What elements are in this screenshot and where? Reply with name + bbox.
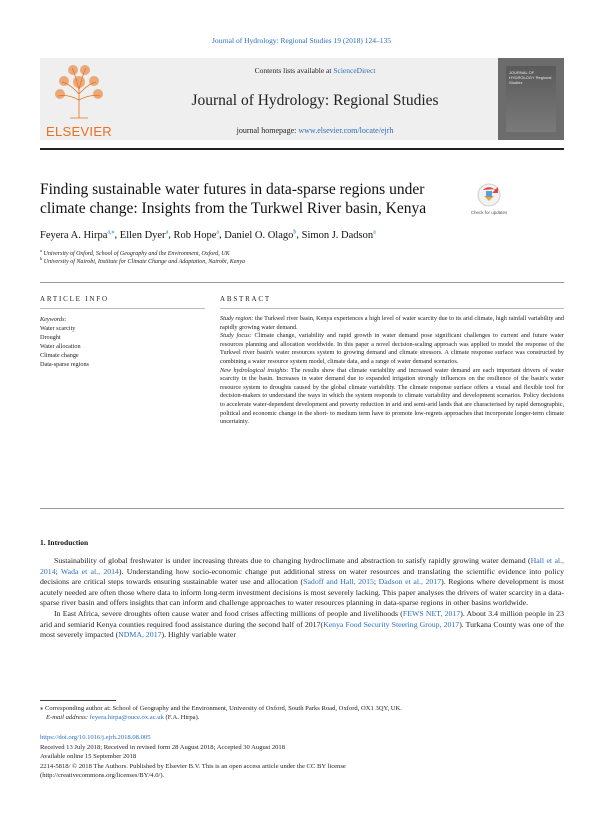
author-affiliation-mark: b bbox=[293, 229, 297, 235]
abstract-body bbox=[220, 315, 564, 427]
citation-link[interactable]: Dadson et al., 2017 bbox=[378, 577, 442, 587]
article-title: Finding sustainable water futures in data-sparse regions under climate change: Insights from the Turkwel River basin, Kenya bbox=[40, 181, 427, 217]
text-run: ). Turkana County was one of the most severely impacted ( bbox=[40, 619, 564, 640]
text-run: ). About 3.4 million people in 23 arid and semiarid Kenya counties required food assistance during the second half of 2017( bbox=[40, 608, 564, 629]
keyword: Data-sparse regions bbox=[40, 361, 89, 368]
keywords-label: Keywords: bbox=[40, 316, 67, 323]
keyword: Water scarcity bbox=[40, 325, 76, 332]
citation-link[interactable]: Kenya Food Security Steering Group, 2017 bbox=[323, 619, 460, 629]
author[interactable] bbox=[173, 230, 219, 241]
author-list: Feyera A. Hirpa$^{a,⁎}$, Ellen Dyer$^a$, Rob Hope$^a$, Daniel O. Olago$^b$, Simon J. Dadson$^a$ bbox=[40, 229, 376, 241]
keyword: Water allocation bbox=[40, 343, 81, 350]
keyword: Climate change bbox=[40, 352, 79, 359]
received-dates: Received 13 July 2018; Received in revised form 28 August 2018; Accepted 30 August 2018 bbox=[40, 743, 286, 751]
homepage-prefix: journal homepage: bbox=[236, 126, 299, 135]
journal-reference[interactable]: Journal of Hydrology: Regional Studies 19 (2018) 124–135 bbox=[212, 36, 391, 45]
abstract-insights bbox=[220, 367, 564, 427]
journal-homepage bbox=[125, 126, 505, 135]
abstract-rule bbox=[220, 308, 564, 309]
affiliation-text: University of Oxford, School of Geography and the Environment, Oxford, UK bbox=[43, 251, 230, 257]
citation-link[interactable]: Wada et al., 2014 bbox=[60, 566, 119, 576]
doi-link[interactable]: https://doi.org/10.1016/j.ejrh.2018.08.005 bbox=[40, 734, 151, 741]
email-label: E-mail address: bbox=[46, 714, 89, 721]
abstract-study-focus bbox=[220, 332, 564, 366]
check-for-updates-icon[interactable] bbox=[474, 182, 504, 222]
study-focus-label: Study focus: bbox=[220, 332, 252, 340]
author-affiliation-mark: a bbox=[165, 229, 169, 235]
journal-title: Journal of Hydrology: Regional Studies bbox=[191, 92, 439, 109]
citation-link[interactable]: Hall et al., 2014 bbox=[40, 556, 564, 576]
text-run: ; bbox=[373, 577, 379, 587]
affiliation-mark: b bbox=[40, 256, 43, 261]
contents-prefix: Contents lists available at bbox=[254, 66, 334, 75]
journal-cover-image bbox=[498, 58, 564, 140]
header-rule bbox=[40, 148, 564, 150]
text-run: ). Understanding how socio-economic change put additional stress on water resources and translating the scientific evidence into policy decisions are critical steps towards ensuring sustainable water use and allocation ( bbox=[40, 566, 564, 587]
author-name: Feyera A. Hirpa bbox=[40, 229, 108, 241]
author-name: Daniel O. Olago bbox=[224, 229, 294, 241]
keyword: Drought bbox=[40, 334, 61, 341]
text-run: ). Regions where development is most acutely needed are often those where data to inform long-term investment decisions is most severely lacking. This paper analyses the drivers of water scarcity in a data-sparse river basin and offers insights that can inform and challenge approaches to water resources planning in data-sparse regions in other basins worldwide. bbox=[40, 577, 565, 608]
affiliation-mark: a bbox=[40, 248, 42, 253]
text-run: ). Highly variable water bbox=[161, 630, 236, 640]
author-name: Ellen Dyer bbox=[119, 229, 166, 241]
study-focus-text: Climate change, variability and rapid growth in water demand pose significant challenges to current and future water resources planning and allocation worldwide. In this paper a novel decision-scaling approach was applied to model the response of the Turkwel river basin's water resources system to growing demand and climate stressors. A climate response surface was constructed by combining a water resource system model, climate data, and a range of water demand scenarios. bbox=[220, 332, 564, 365]
cover-text: JOURNAL OF HYDROLOGY Regional Studies bbox=[509, 70, 552, 85]
footnote-mark: ⁎ bbox=[40, 705, 44, 712]
introduction-body bbox=[40, 556, 564, 641]
homepage-link[interactable]: www.elsevier.com/locate/ejrh bbox=[298, 126, 394, 135]
article-info-rule bbox=[40, 308, 205, 309]
section-rule bbox=[40, 282, 564, 283]
elsevier-tree-logo bbox=[40, 60, 118, 134]
available-online: Available online 15 September 2018 bbox=[40, 753, 137, 761]
affiliation bbox=[40, 256, 564, 265]
paragraph bbox=[40, 556, 564, 609]
author-affiliation-mark: a bbox=[373, 229, 376, 235]
paragraph bbox=[40, 609, 564, 641]
license-statement: 2214-5818/ © 2018 The Authors. Published by Elsevier B.V. This is an open access article under the CC BY license bbox=[40, 762, 346, 770]
email-link[interactable]: feyera.hirpa@ouce.ox.ac.uk bbox=[89, 714, 164, 721]
abstract-study-region bbox=[220, 315, 564, 332]
footnote-line bbox=[40, 704, 564, 713]
footnote-email-line bbox=[40, 713, 564, 722]
text-run: ; bbox=[55, 566, 61, 576]
corresponding-author-footnote bbox=[40, 704, 564, 722]
author[interactable] bbox=[120, 230, 168, 241]
author-name: Simon J. Dadson bbox=[301, 229, 374, 241]
check-for-updates-label[interactable]: Check for updates bbox=[470, 210, 508, 215]
text-run: Sustainability of global freshwater is under increasing threats due to changing hydroclimate and abstraction to satisfy rapidly growing water demand ( bbox=[54, 556, 531, 565]
author[interactable] bbox=[40, 230, 115, 241]
author-affiliation-mark: a bbox=[216, 229, 220, 235]
author-affiliation-mark: a,⁎ bbox=[107, 229, 115, 235]
abstract-end-rule bbox=[40, 508, 564, 509]
footnote-rule bbox=[40, 700, 116, 701]
insights-label: New hydrological insights: bbox=[220, 366, 289, 374]
license-url[interactable]: (http://creativecommons.org/licenses/BY/4.0/). bbox=[40, 772, 165, 780]
author-name: Rob Hope bbox=[173, 229, 217, 241]
publisher-name: ELSEVIER bbox=[46, 124, 112, 139]
contents-availability bbox=[125, 66, 505, 75]
email-suffix: (F.A. Hirpa). bbox=[163, 714, 200, 721]
footnote-text: Corresponding author at: School of Geography and the Environment, University of Oxford, South Parks Road, Oxford, OX1 3QY, UK. bbox=[43, 705, 402, 712]
citation-link[interactable]: NDMA, 2017 bbox=[118, 630, 162, 640]
citation-link[interactable]: FEWS NET, 2017 bbox=[402, 608, 461, 618]
author[interactable] bbox=[224, 230, 296, 241]
text-run: In East Africa, severe droughts often cause water and food crises affecting millions of people and livelihoods ( bbox=[54, 608, 403, 618]
sciencedirect-link[interactable]: ScienceDirect bbox=[333, 66, 376, 75]
abstract-heading: ABSTRACT bbox=[220, 295, 271, 303]
author[interactable] bbox=[302, 230, 376, 241]
introduction-heading: 1. Introduction bbox=[40, 538, 89, 547]
study-region-label: Study region: bbox=[220, 315, 254, 322]
citation-link[interactable]: Sadoff and Hall, 2015 bbox=[303, 577, 374, 587]
publication-info bbox=[40, 733, 564, 781]
study-region-text: the Turkwel river basin, Kenya experiences a high level of water scarcity due to its arid climate, high rainfall variability and rapidly growing water demand. bbox=[220, 315, 564, 331]
insights-text: The results show that climate variability and increased water demand are each important drivers of water scarcity in the basin. Increases in water demand due to expanded irrigation strongly influences on the resilience of the basin's water resource system to droughts caused by the global climate variability. The climate response surface offers a visual and flexible tool for decision-makers to understand the ways in which the system responds to climate variability and development scenarios. Policy decisions to accelerate water-dependent development and poverty reduction in arid and semi-arid lands that are characterised by rapid demographic, political and economic change in the short- to medium term have to promote low-regrets approaches that incorporate longer-term climate uncertainty. bbox=[220, 366, 564, 426]
article-info-heading: ARTICLE INFO bbox=[40, 295, 109, 303]
affiliation-text: University of Nairobi, Institute for Climate Change and Adaptation, Nairobi, Kenya bbox=[43, 259, 246, 265]
